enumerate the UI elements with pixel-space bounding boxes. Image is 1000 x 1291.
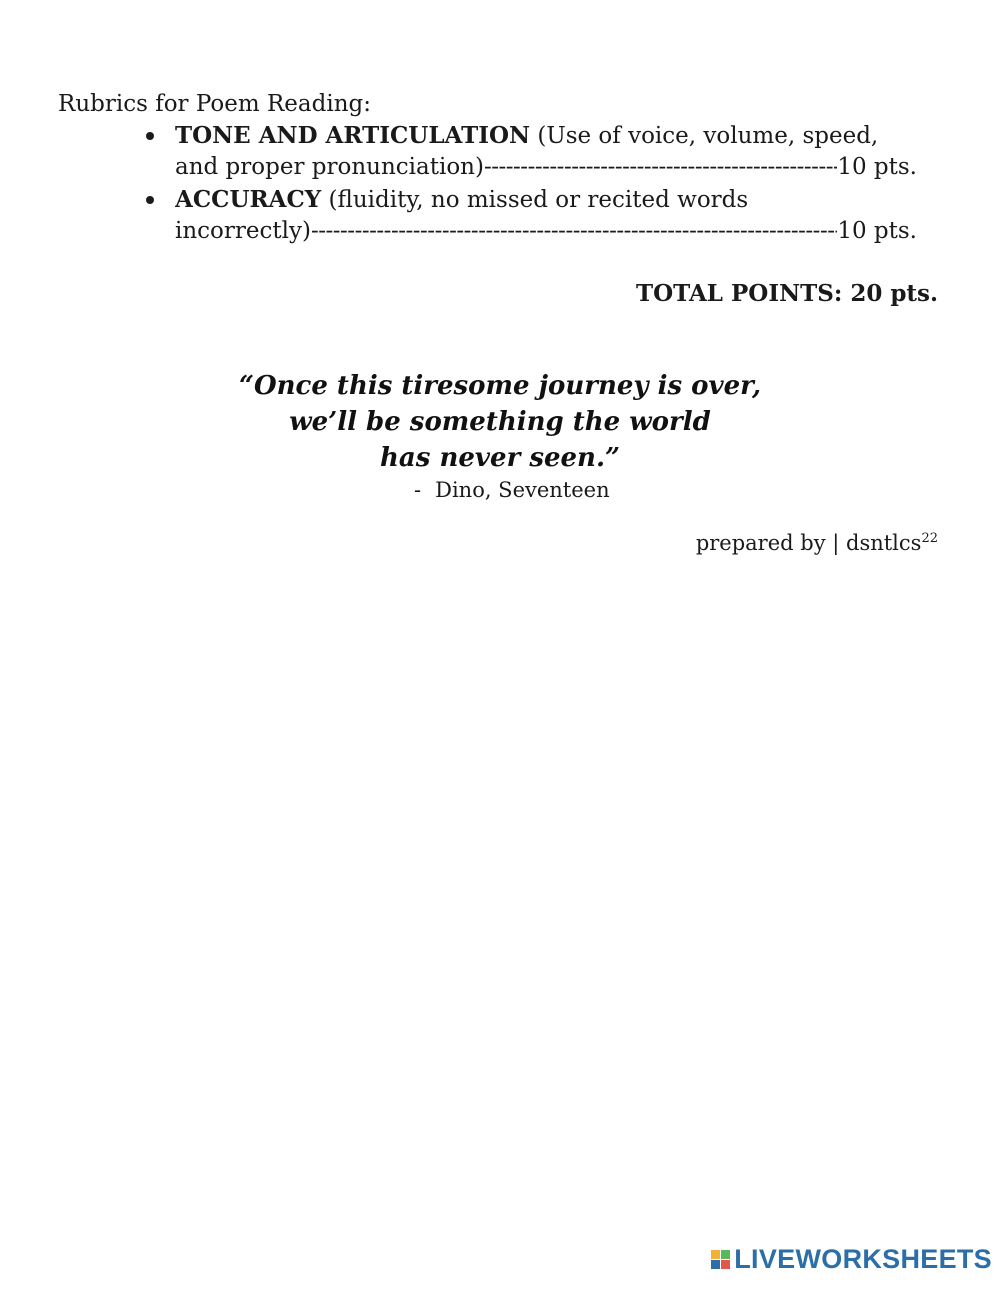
quote-line: “Once this tiresome journey is over, [239,371,761,401]
rubric-item-tone [175,120,935,183]
attribution-dash: - [414,478,422,502]
rubric-title: TONE AND ARTICULATION [175,122,531,149]
quote-line: we’ll be something the world [289,407,711,437]
rubric-points: 10 pts. [837,154,917,180]
rubric-item-accuracy [175,184,935,247]
liveworksheets-logo [711,1244,992,1275]
bullet-icon [146,196,154,204]
rubric-line-1 [175,120,935,152]
rubrics-heading: Rubrics for Poem Reading: [58,91,371,117]
rubric-description: (fluidity, no missed or recited words [321,187,749,213]
rubric-description: (Use of voice, volume, speed, [530,123,879,149]
rubric-line-2 [175,216,917,247]
rubric-line-2 [175,152,917,183]
quote [200,368,800,476]
liveworksheets-logo-icon [711,1250,730,1269]
total-points: TOTAL POINTS: 20 pts. [635,280,938,307]
rubric-title: ACCURACY [175,186,322,213]
dotted-leader [311,216,837,247]
bullet-icon [146,132,154,140]
prepared-by-text: prepared by | dsntlcs [695,531,922,555]
quote-line: has never seen.” [380,443,620,473]
rubric-line-1 [175,184,935,216]
rubric-points: 10 pts. [837,218,917,244]
rubric-description-cont: incorrectly) [175,218,311,244]
rubric-description-cont: and proper pronunciation) [175,154,484,180]
prepared-by-superscript: 22 [921,531,938,546]
quote-attribution [414,478,610,502]
rubric-list [175,120,935,248]
attribution-name: Dino, Seventeen [435,478,610,502]
prepared-by [696,531,938,555]
logo-text: LIVEWORKSHEETS [734,1244,992,1274]
dotted-leader [484,152,837,183]
